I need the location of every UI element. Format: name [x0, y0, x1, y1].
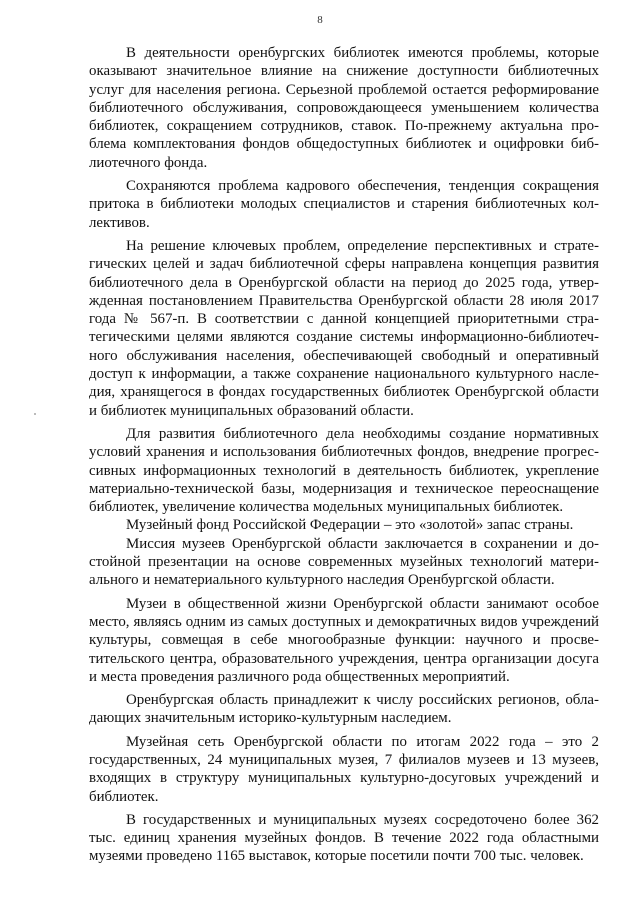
paragraph-museum-fund: Музейный фонд Российской Федерации – это «золотой» запас страны.	[126, 517, 574, 534]
paragraph-museum-mission: Миссия музеев Оренбургской области заключается в сохранении и достойной презентации на основе современных музейных технологий материального и нематериального культурного наследия Оренбургской области.	[89, 535, 599, 589]
document-body	[89, 44, 599, 866]
paragraph-library-problems: В деятельности оренбургских библиотек имеются проблемы, которые оказывают значительное влияние на снижение доступности библиотечных услуг для населения региона. Серьезной проблемой остается реформирование библиотечного обслуживания, сопровождающееся уменьшением количества библиотек, сокращением сотрудников, ставок. По-прежнему актуальна проблема комплектования фондов общедоступных библиотек и оцифровки библиотечного фонда.	[89, 45, 599, 171]
paragraph-staffing: Сохраняются проблема кадрового обеспечения, тенденция сокращения притока в библиотеки молодых специалистов и старения библиотечных коллективов.	[89, 178, 599, 231]
paragraph-development-needs: Для развития библиотечного дела необходимы создание нормативных условий хранения и использования библиотечных фондов, внедрение прогрессивных информационных технологий в деятельность библиотек, укрепление материально-технической базы, модернизация и техническое переоснащение библиотек, увеличение количества модельных муниципальных библиотек.	[89, 425, 599, 516]
paragraph-museum-role: Музеи в общественной жизни Оренбургской области занимают особое место, являясь одним из самых доступных и демократичных видов учреждений культуры, совмещая в себе многообразные функции: научного и просветительского центра, образовательного учреждения, центра организации досуга и места проведения различного рода общественных мероприятий.	[89, 595, 599, 685]
page-number: 8	[317, 14, 323, 26]
scan-speck	[34, 413, 36, 415]
paragraph-museum-network: Музейная сеть Оренбургской области по итогам 2022 года – это 2 государственных, 24 муниципальных музея, 7 филиалов музеев и 13 музеев, входящих в структуру муниципальных культурно-досуговых учреждений и библиотек.	[89, 733, 599, 805]
paragraph-heritage-region: Оренбургская область принадлежит к числу российских регионов, обладающих значительным историко-культурным наследием.	[89, 692, 599, 727]
paragraph-concept-2025: На решение ключевых проблем, определение перспективных и стратегических целей и задач библиотечной сферы направлена концепция развития библиотечного дела в Оренбургской области на период до 2025 года, утвержденная постановлением Правительства Оренбургской области 28 июля 2017 года № 567-п. В соответствии с данной концепцией приоритетными стратегическими целями являются создание системы информационно-библиотечного обслуживания населения, обеспечивающей свободный и оперативный доступ к информации, а также сохранение национального культурного наследия, хранящегося в фондах государственных библиотек Оренбургской области и библиотек муниципальных образований области.	[89, 237, 599, 419]
paragraph-museum-stats: В государственных и муниципальных музеях сосредоточено более 362 тыс. единиц хранения музейных фондов. В течение 2022 года областными музеями проведено 1165 выставок, которые посетили почти 700 тыс. человек.	[89, 811, 599, 865]
